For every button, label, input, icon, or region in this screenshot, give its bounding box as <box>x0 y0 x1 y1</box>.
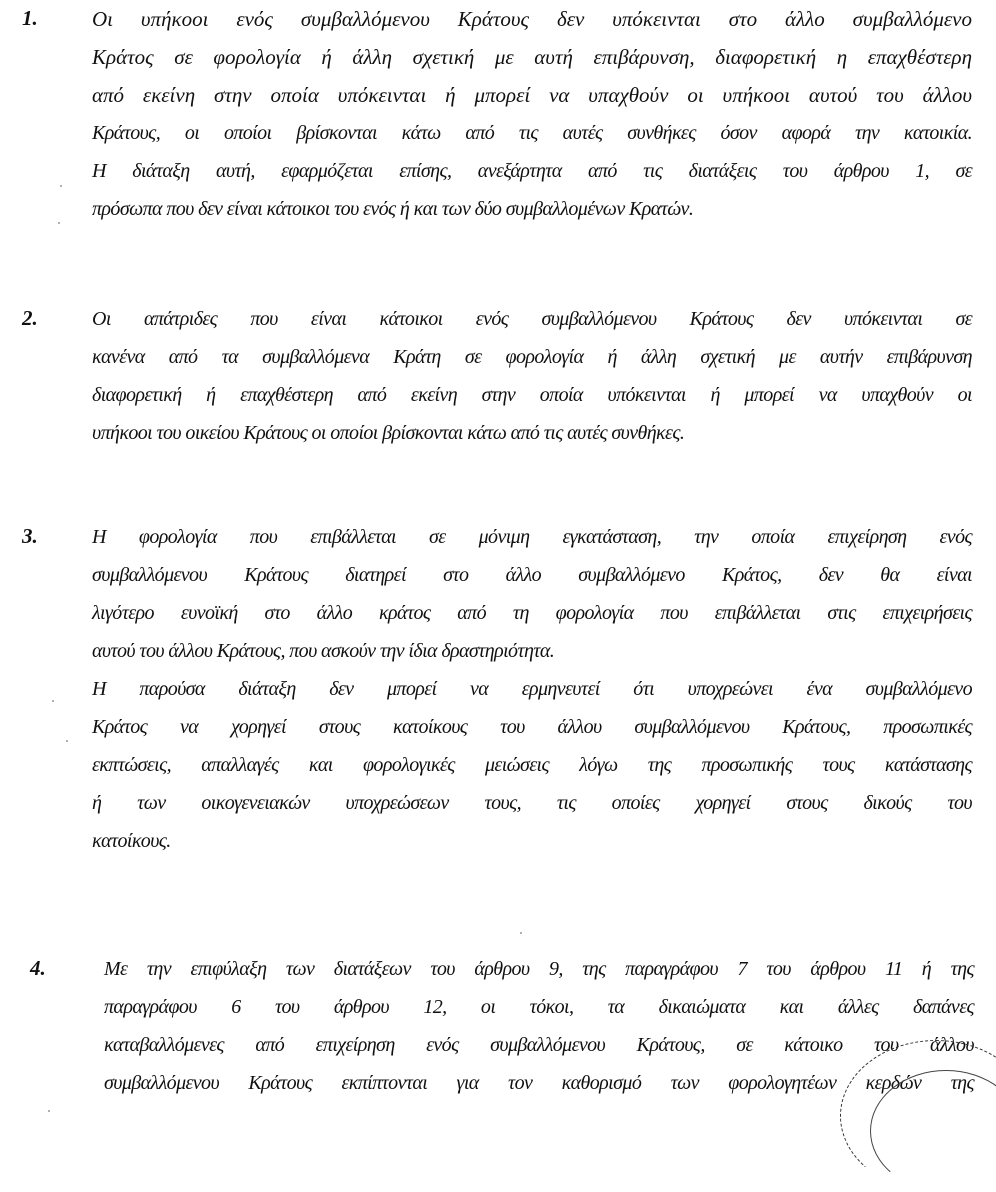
text-line: Η παρούσα διάταξη δεν μπορεί να ερμηνευτεί ότι υποχρεώνει ένα συμβαλλόμενο <box>92 678 972 700</box>
scan-speck <box>48 1110 50 1112</box>
paragraph-number: 4. <box>30 956 46 980</box>
text-line: ή των οικογενειακών υποχρεώσεων τους, τις οποίες χορηγεί στους δικούς του <box>92 792 972 814</box>
text-line: από εκείνη στην οποία υπόκεινται ή μπορεί να υπαχθούν οι υπήκοοι αυτού του άλλου <box>92 83 972 107</box>
text-line: εκπτώσεις, απαλλαγές και φορολογικές μειώσεις λόγω της προσωπικής τους κατάστασης <box>92 754 972 776</box>
text-line: υπήκοοι του οικείου Κράτους οι οποίοι βρίσκονται κάτω από τις αυτές συνθήκες. <box>92 422 685 444</box>
paragraph-3 <box>92 518 972 860</box>
text-line: λιγότερο ευνοϊκή στο άλλο κράτος από τη φορολογία που επιβάλλεται στις επιχειρήσεις <box>92 602 972 624</box>
text-line: Οι απάτριδες που είναι κάτοικοι ενός συμβαλλόμενου Κράτους δεν υπόκεινται σε <box>92 308 972 330</box>
text-line: πρόσωπα που δεν είναι κάτοικοι του ενός ή και των δύο συμβαλλομένων Κρατών. <box>92 198 694 220</box>
scan-speck <box>52 700 54 702</box>
text-line: Η φορολογία που επιβάλλεται σε μόνιμη εγκατάσταση, την οποία επιχείρηση ενός <box>92 526 972 548</box>
scan-speck <box>66 740 68 742</box>
text-line: Με την επιφύλαξη των διατάξεων του άρθρου 9, της παραγράφου 7 του άρθρου 11 ή της <box>104 958 974 980</box>
scan-speck <box>60 185 62 187</box>
text-line: Οι υπήκοοι ενός συμβαλλόμενου Κράτους δεν υπόκεινται στο άλλο συμβαλλόμενο <box>92 7 972 31</box>
text-line: κανένα από τα συμβαλλόμενα Κράτη σε φορολογία ή άλλη σχετική με αυτήν επιβάρυνση <box>92 346 972 368</box>
text-line: Κράτους, οι οποίοι βρίσκονται κάτω από τις αυτές συνθήκες όσον αφορά την κατοικία. <box>92 122 972 144</box>
text-line: αυτού του άλλου Κράτους, που ασκούν την ίδια δραστηριότητα. <box>92 640 555 662</box>
scan-speck <box>58 222 60 224</box>
text-line: καταβαλλόμενες από επιχείρηση ενός συμβαλλόμενου Κράτους, σε κάτοικο του άλλου <box>104 1034 974 1056</box>
text-line: Η διάταξη αυτή, εφαρμόζεται επίσης, ανεξάρτητα από τις διατάξεις του άρθρου 1, σε <box>92 160 972 182</box>
text-line: Κράτος σε φορολογία ή άλλη σχετική με αυτή επιβάρυνση, διαφορετική η επαχθέστερη <box>92 45 972 69</box>
text-line: συμβαλλόμενου Κράτους εκπίπτονται για τον καθορισμό των φορολογητέων κερδών της <box>104 1072 974 1094</box>
paragraph-number: 1. <box>22 6 38 30</box>
paragraph-1 <box>92 0 972 228</box>
paragraph-2 <box>92 300 972 452</box>
paragraph-number: 2. <box>22 306 38 330</box>
scan-speck <box>520 932 522 934</box>
text-line: συμβαλλόμενου Κράτους διατηρεί στο άλλο συμβαλλόμενο Κράτος, δεν θα είναι <box>92 564 972 586</box>
text-line: παραγράφου 6 του άρθρου 12, οι τόκοι, τα δικαιώματα και άλλες δαπάνες <box>104 996 974 1018</box>
text-line: κατοίκους. <box>92 830 171 852</box>
paragraph-4 <box>104 950 974 1102</box>
text-line: διαφορετική ή επαχθέστερη από εκείνη στην οποία υπόκεινται ή μπορεί να υπαχθούν οι <box>92 384 972 406</box>
paragraph-number: 3. <box>22 524 38 548</box>
text-line: Κράτος να χορηγεί στους κατοίκους του άλλου συμβαλλόμενου Κράτους, προσωπικές <box>92 716 972 738</box>
